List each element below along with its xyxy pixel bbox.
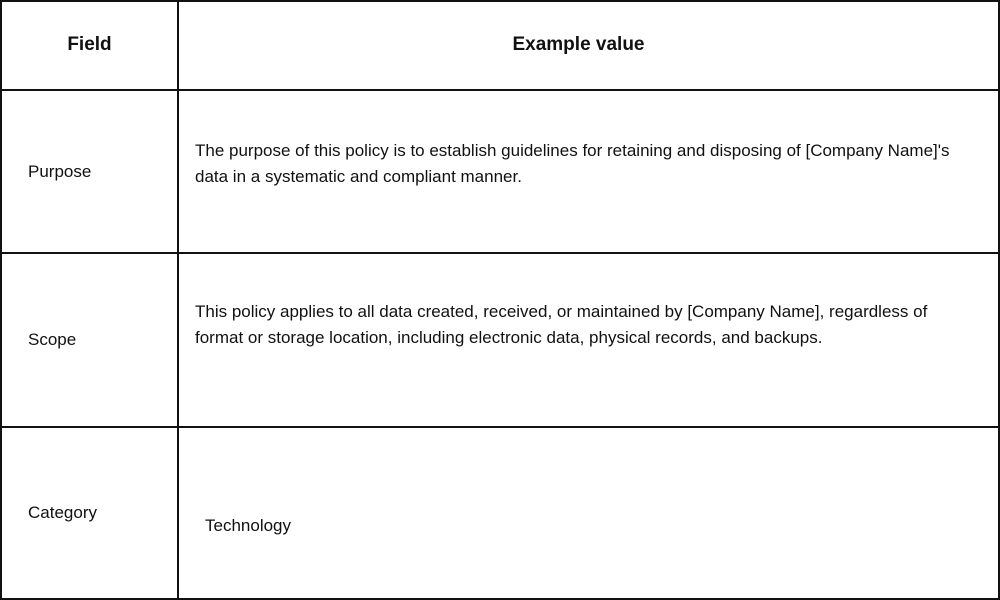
value-text-scope: This policy applies to all data created, received, or maintained by [Company Name], regardless of format or storage location, including electronic data, physical records, and backups. <box>195 302 928 347</box>
value-text-category: Technology <box>205 516 292 535</box>
value-cell <box>179 428 998 600</box>
field-label-scope: Scope <box>28 330 77 349</box>
field-cell <box>2 91 179 252</box>
header-example-value <box>179 2 998 89</box>
value-cell <box>179 254 998 426</box>
value-text-purpose: The purpose of this policy is to establish guidelines for retaining and disposing of [Company Name]'s data in a systematic and compliant manner. <box>195 140 950 186</box>
field-label-category: Category <box>28 503 97 522</box>
table-header-row <box>2 2 998 91</box>
field-cell <box>2 254 179 426</box>
header-field-label: Field <box>67 33 112 55</box>
header-field <box>2 2 179 89</box>
table-row-purpose <box>2 91 998 254</box>
header-value-label: Example value <box>512 33 645 55</box>
table-row-scope <box>2 254 998 428</box>
field-label-purpose: Purpose <box>28 161 92 181</box>
table-row-category <box>2 428 998 600</box>
field-cell <box>2 428 179 600</box>
value-cell <box>179 91 998 252</box>
